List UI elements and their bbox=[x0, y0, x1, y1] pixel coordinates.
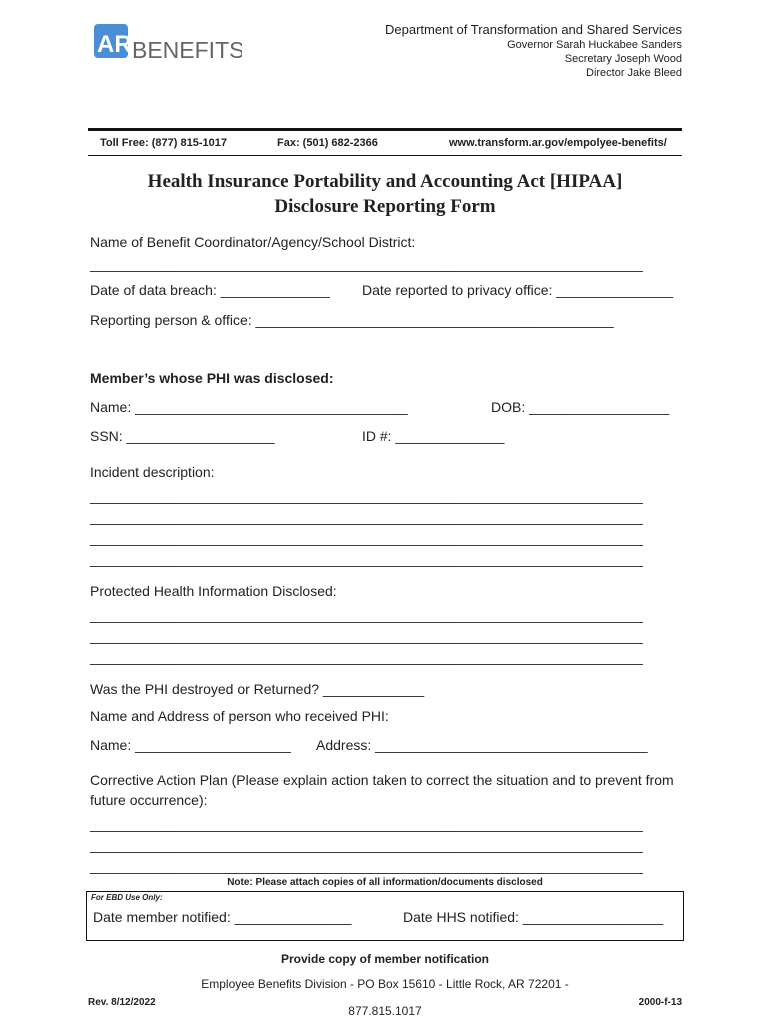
secretary-name: Secretary Joseph Wood bbox=[564, 53, 682, 65]
member-id-field[interactable]: ID #: ______________ bbox=[362, 428, 505, 444]
fax-number: Fax: (501) 682-2366 bbox=[277, 137, 378, 149]
member-notified-date-field[interactable]: Date member notified: _______________ bbox=[93, 909, 352, 925]
division-address: Employee Benefits Division - PO Box 15610 - Little Rock, AR 72201 - bbox=[201, 977, 569, 991]
receiver-address-field[interactable]: Address: ___________________________________ bbox=[316, 737, 648, 753]
incident-line[interactable]: _______________________________________________________________________ bbox=[90, 530, 643, 546]
provide-copy-note: Provide copy of member notification bbox=[280, 952, 490, 966]
receiver-label: Name and Address of person who received PHI: bbox=[90, 708, 389, 724]
svg-text:AR: AR bbox=[97, 31, 132, 58]
website-link[interactable]: www.transform.ar.gov/empolyee-benefits/ bbox=[449, 137, 667, 149]
corrective-line[interactable]: _______________________________________________________________________ bbox=[90, 858, 643, 874]
ssn-field[interactable]: SSN: ___________________ bbox=[90, 428, 275, 444]
corrective-line[interactable]: _______________________________________________________________________ bbox=[90, 816, 643, 832]
dob-field[interactable]: DOB: __________________ bbox=[491, 399, 670, 415]
phi-label: Protected Health Information Disclosed: bbox=[90, 583, 337, 599]
incident-label: Incident description: bbox=[90, 464, 215, 480]
ar-benefits-logo-graphic bbox=[92, 20, 242, 66]
corrective-plan-label: Corrective Action Plan (Please explain action taken to correct the situation and to prevent from bbox=[90, 772, 674, 788]
svg-text:BENEFITS: BENEFITS bbox=[132, 37, 242, 63]
destroyed-returned-field[interactable]: Was the PHI destroyed or Returned? _____________ bbox=[90, 681, 425, 697]
revision-date: Rev. 8/12/2022 bbox=[88, 997, 156, 1008]
footer-phone: 877.815.1017 bbox=[348, 1004, 422, 1018]
director-name: Director Jake Bleed bbox=[586, 67, 682, 79]
governor-name: Governor Sarah Huckabee Sanders bbox=[507, 39, 682, 51]
corrective-line[interactable]: _______________________________________________________________________ bbox=[90, 837, 643, 853]
corrective-plan-label-cont: future occurrence): bbox=[90, 792, 208, 808]
hhs-notified-date-field[interactable]: Date HHS notified: __________________ bbox=[403, 909, 663, 925]
coordinator-label: Name of Benefit Coordinator/Agency/School District: bbox=[90, 234, 416, 250]
phi-line[interactable]: _______________________________________________________________________ bbox=[90, 607, 643, 623]
privacy-office-date-field[interactable]: Date reported to privacy office: _______________ bbox=[362, 282, 674, 298]
ebd-use-only-label: For EBD Use Only: bbox=[87, 892, 167, 903]
contact-bar-top-rule bbox=[88, 128, 682, 131]
breach-date-field[interactable]: Date of data breach: ______________ bbox=[90, 282, 330, 298]
members-heading: Member’s whose PHI was disclosed: bbox=[90, 370, 334, 386]
form-title-line2: Disclosure Reporting Form bbox=[274, 196, 496, 217]
toll-free-number: Toll Free: (877) 815-1017 bbox=[100, 137, 227, 149]
form-number: 2000-f-13 bbox=[638, 997, 682, 1008]
ebd-use-only-box bbox=[86, 891, 684, 941]
attach-note: Note: Please attach copies of all information/documents disclosed bbox=[227, 877, 543, 888]
member-name-field[interactable]: Name: ___________________________________ bbox=[90, 399, 408, 415]
incident-line[interactable]: _______________________________________________________________________ bbox=[90, 488, 643, 504]
receiver-name-field[interactable]: Name: ____________________ bbox=[90, 737, 291, 753]
contact-bar-bottom-rule bbox=[88, 155, 682, 156]
reporting-person-field[interactable]: Reporting person & office: ______________________________________________ bbox=[90, 312, 614, 328]
incident-line[interactable]: _______________________________________________________________________ bbox=[90, 551, 643, 567]
incident-line[interactable]: _______________________________________________________________________ bbox=[90, 509, 643, 525]
ar-benefits-logo bbox=[92, 20, 242, 66]
department-name: Department of Transformation and Shared Services bbox=[385, 22, 682, 37]
phi-line[interactable]: _______________________________________________________________________ bbox=[90, 628, 643, 644]
form-title-line1: Health Insurance Portability and Accounting Act [HIPAA] bbox=[147, 171, 623, 192]
phi-line[interactable]: _______________________________________________________________________ bbox=[90, 649, 643, 665]
coordinator-field[interactable]: _______________________________________________________________________ bbox=[90, 256, 643, 272]
